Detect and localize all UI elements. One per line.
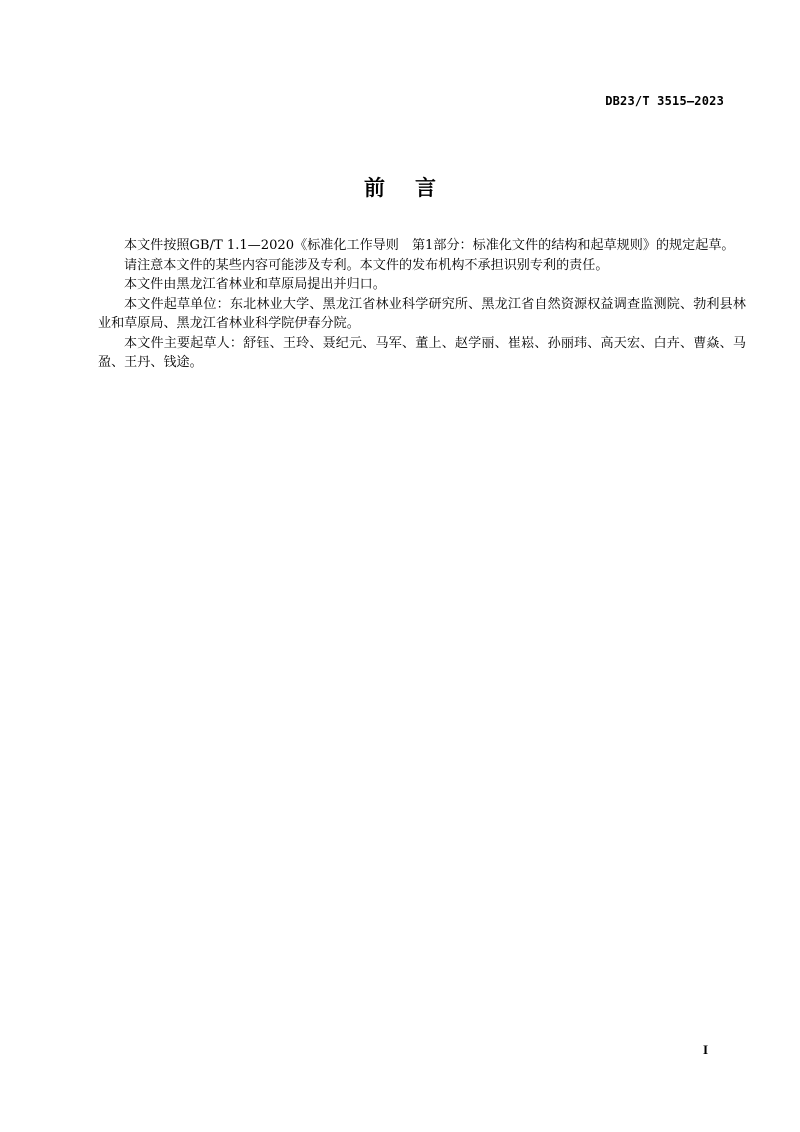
paragraph-drafting-rules: 本文件按照GB/T 1.1—2020《标准化工作导则 第1部分：标准化文件的结构和起草规则》的规定起草。 (124, 238, 735, 253)
foreword-body (98, 236, 746, 373)
page-number: I (702, 1042, 708, 1057)
page-title: 前言 (364, 176, 466, 200)
paragraph-drafters: 本文件主要起草人：舒钰、王玲、聂纪元、马军、董上、赵学丽、崔崧、孙丽玮、高天宏、白卉、曹焱、马盈、王丹、钱途。 (98, 335, 746, 370)
paragraph-drafting-units: 本文件起草单位：东北林业大学、黑龙江省林业科学研究所、黑龙江省自然资源权益调查监测院、勃利县林业和草原局、黑龙江省林业科学院伊春分院。 (98, 296, 746, 331)
paragraph-proposer: 本文件由黑龙江省林业和草原局提出并归口。 (124, 277, 386, 292)
paragraph-patent-notice: 请注意本文件的某些内容可能涉及专利。本文件的发布机构不承担识别专利的责任。 (124, 257, 609, 273)
document-code: DB23/T 3515—2023 (605, 94, 724, 108)
